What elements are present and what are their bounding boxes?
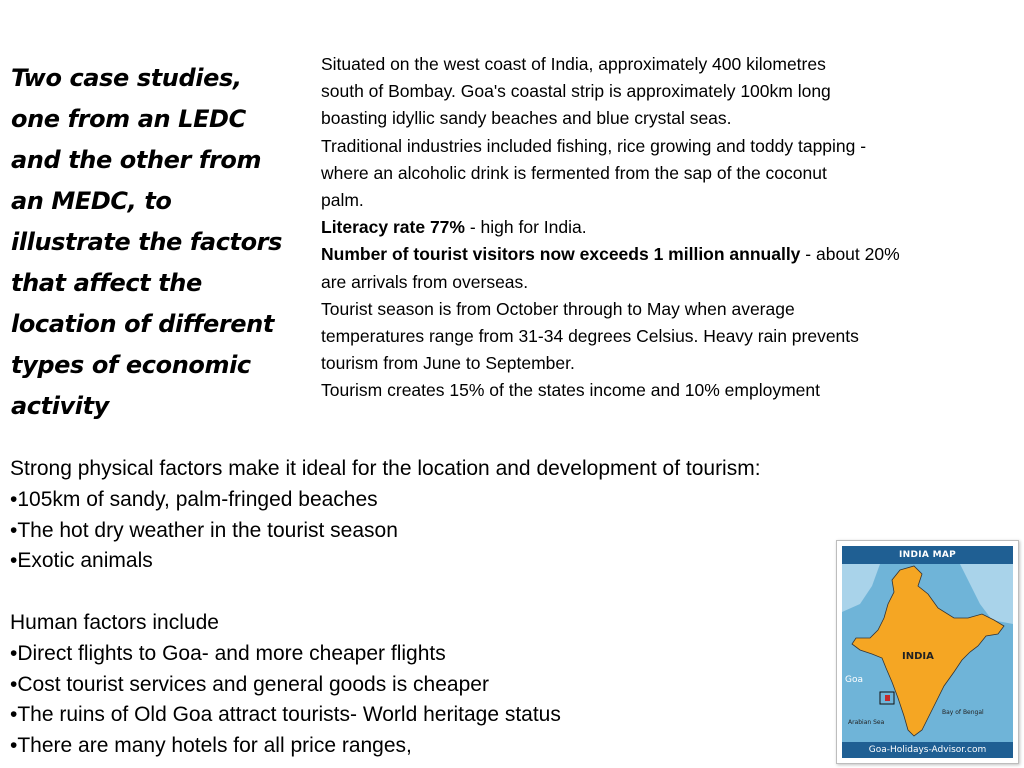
heading-line: Two case studies,	[11, 64, 242, 92]
spacer	[10, 577, 870, 608]
map-credit: Goa-Holidays-Advisor.com	[842, 742, 1013, 758]
case-study-heading	[11, 58, 311, 427]
list-item: •Direct flights to Goa- and more cheaper flights	[10, 641, 446, 665]
india-label: INDIA	[902, 651, 934, 662]
goa-highlight	[885, 695, 890, 701]
heading-line: an MEDC, to	[11, 187, 172, 215]
heading-line: and the other from	[11, 146, 262, 174]
facts-line: where an alcoholic drink is fermented from the sap of the coconut	[321, 162, 827, 183]
heading-line: that affect the	[11, 269, 202, 297]
literacy-rate-bold: Literacy rate 77%	[321, 217, 465, 238]
human-factors-list	[10, 639, 870, 762]
facts-line: temperatures range from 31-34 degrees Celsius. Heavy rain prevents	[321, 326, 859, 347]
list-item: •There are many hotels for all price ranges,	[10, 734, 412, 758]
physical-factors-list	[10, 485, 870, 577]
facts-line: south of Bombay. Goa's coastal strip is approximately 100km long	[321, 81, 831, 102]
tourism-factors	[10, 454, 870, 762]
goa-facts	[321, 51, 1001, 405]
india-map-image	[836, 540, 1019, 764]
literacy-rate-rest: - high for India.	[464, 217, 587, 238]
heading-line: illustrate the factors	[11, 228, 282, 256]
map-title: INDIA MAP	[842, 546, 1013, 564]
facts-line: palm.	[321, 190, 364, 211]
bay-of-bengal-label: Bay of Bengal	[942, 709, 984, 716]
tourist-visitors-rest: - about 20%	[800, 244, 900, 265]
facts-line: Traditional industries included fishing, rice growing and toddy tapping -	[321, 135, 867, 156]
list-item: •The ruins of Old Goa attract tourists- World heritage status	[10, 703, 561, 727]
list-item: •The hot dry weather in the tourist season	[10, 518, 398, 542]
goa-label: Goa	[845, 675, 863, 685]
heading-line: location of different	[11, 310, 274, 338]
literacy-rate	[321, 214, 1001, 241]
facts-line: tourism from June to September.	[321, 353, 575, 374]
facts-line: Tourist season is from October through to May when average	[321, 298, 795, 319]
human-factors-intro: Human factors include	[10, 610, 219, 634]
physical-factors-intro: Strong physical factors make it ideal for the location and development of tourism:	[10, 457, 761, 480]
tourist-visitors	[321, 241, 1001, 268]
heading-line: types of economic	[11, 351, 251, 379]
list-item: •Cost tourist services and general goods is cheaper	[10, 672, 489, 696]
heading-line: one from an LEDC	[11, 105, 246, 133]
facts-line: are arrivals from overseas.	[321, 271, 529, 292]
map-frame	[842, 546, 1013, 758]
facts-line: Situated on the west coast of India, approximately 400 kilometres	[321, 54, 826, 74]
list-item: •105km of sandy, palm-fringed beaches	[10, 487, 378, 511]
facts-line: Tourism creates 15% of the states income and 10% employment	[321, 380, 820, 401]
arabian-sea-label: Arabian Sea	[848, 719, 885, 726]
facts-line: boasting idyllic sandy beaches and blue crystal seas.	[321, 108, 732, 129]
heading-line: activity	[11, 392, 109, 420]
india-map	[842, 564, 1013, 742]
tourist-visitors-bold: Number of tourist visitors now exceeds 1 million annually	[321, 244, 801, 265]
list-item: •Exotic animals	[10, 549, 153, 573]
